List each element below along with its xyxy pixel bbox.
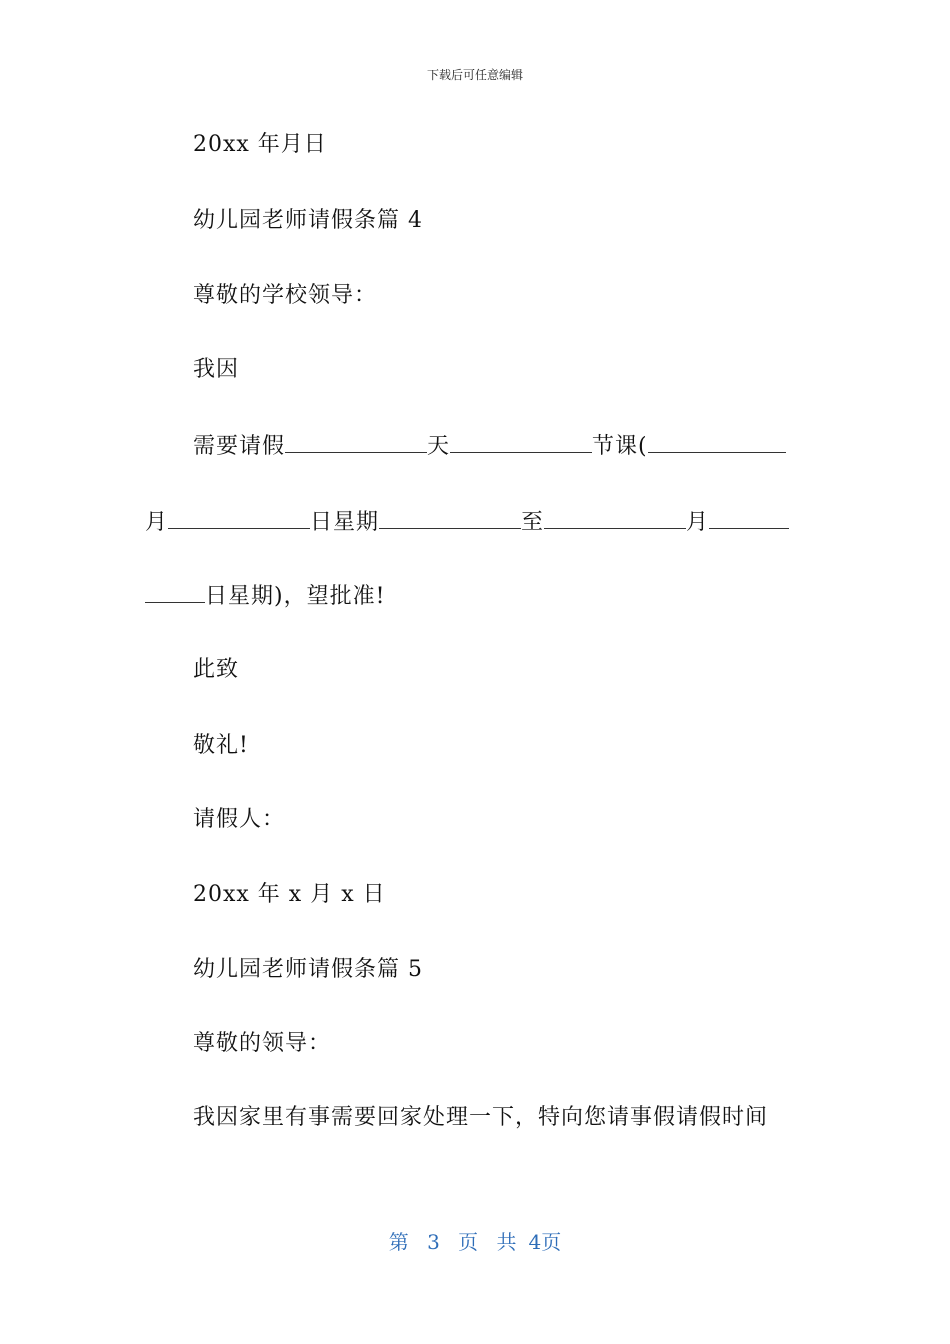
- page-footer: [0, 1226, 950, 1255]
- text-day-weekday: 日星期: [310, 510, 380, 535]
- blank-field: [544, 506, 686, 529]
- salutation-1: 尊敬的学校领导：: [193, 283, 378, 308]
- applicant-label: 请假人：: [193, 807, 286, 832]
- footer-label-total: 共: [496, 1230, 517, 1254]
- blank-field: [285, 430, 427, 453]
- section-title-4: 幼儿园老师请假条篇 4: [193, 208, 423, 233]
- closing-2: 敬礼!: [193, 733, 249, 758]
- leave-dates-line: [145, 506, 805, 538]
- text-days: 天: [427, 434, 451, 459]
- blank-field: [648, 430, 786, 453]
- text-lessons: 节课(: [592, 434, 648, 459]
- date-line-2: 20xx 年 x 月 x 日: [193, 882, 386, 907]
- section-title-5: 幼儿园老师请假条篇 5: [193, 957, 423, 982]
- date-line-1: 20xx 年月日: [193, 132, 327, 157]
- blank-field: [450, 430, 592, 453]
- page-header-note: 下载后可任意编辑: [426, 68, 523, 82]
- text-month-2: 月: [686, 510, 710, 535]
- footer-total-pages: 4页: [528, 1230, 562, 1254]
- body-paragraph: 我因家里有事需要回家处理一下，特向您请事假请假时间: [193, 1105, 769, 1130]
- footer-label-ye: 页: [458, 1230, 479, 1254]
- text-approval: 日星期)，望批准!: [205, 584, 386, 609]
- salutation-2: 尊敬的领导：: [193, 1031, 332, 1056]
- approval-line: [145, 580, 805, 612]
- closing-1: 此致: [193, 657, 240, 682]
- blank-field: [379, 506, 521, 529]
- leave-days-line: [193, 430, 786, 462]
- text-need-leave: 需要请假: [193, 434, 286, 459]
- text-month: 月: [145, 510, 169, 535]
- text-to: 至: [521, 510, 545, 535]
- footer-page-number: 3: [427, 1230, 440, 1254]
- reason-line: 我因: [193, 357, 240, 382]
- blank-field: [168, 506, 310, 529]
- blank-field: [145, 580, 205, 603]
- footer-label-page: 第: [388, 1230, 409, 1254]
- blank-field: [709, 506, 789, 529]
